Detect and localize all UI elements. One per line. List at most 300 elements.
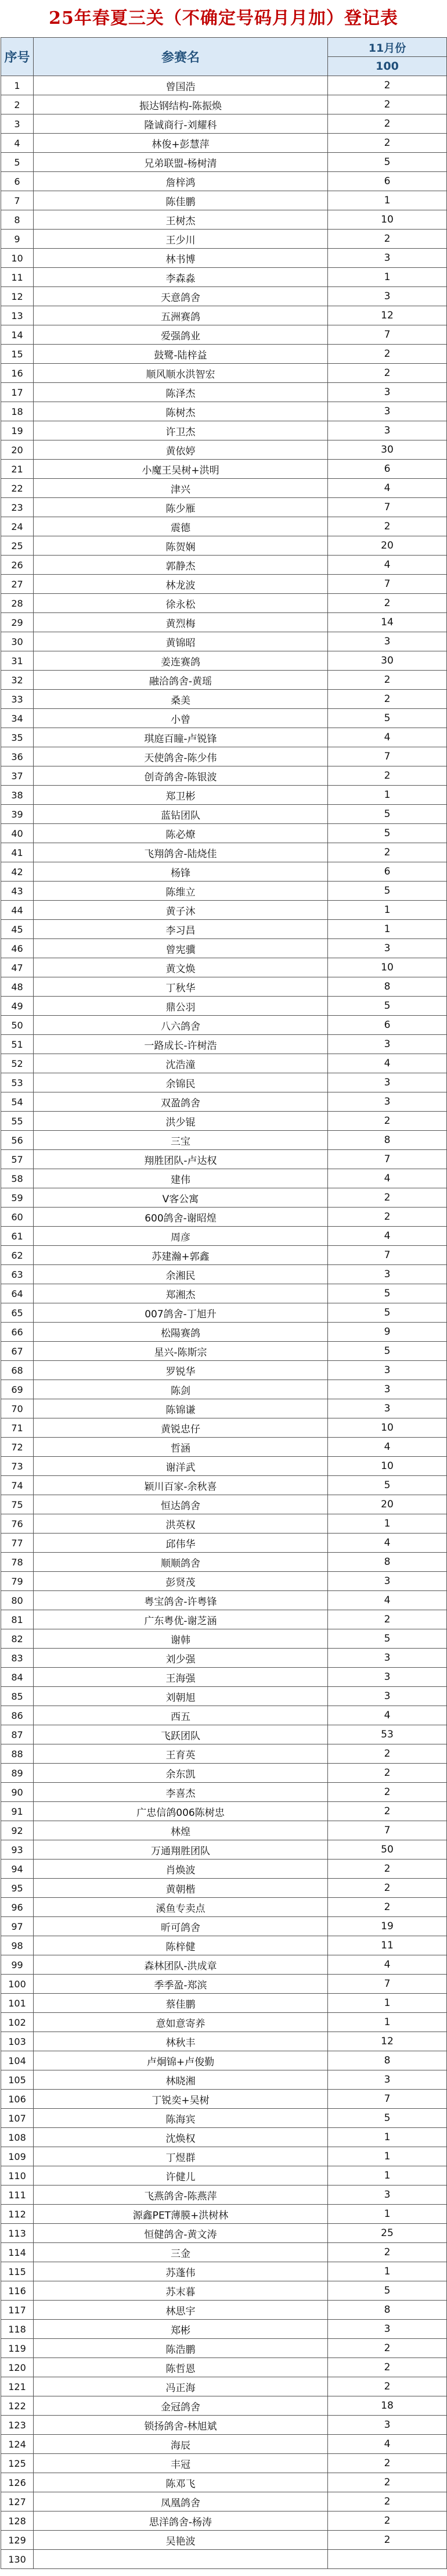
header-month: 11月份 bbox=[328, 38, 447, 57]
row-name: 桑美 bbox=[34, 690, 328, 709]
table-row bbox=[1, 210, 447, 230]
table-row bbox=[1, 230, 447, 249]
table-row bbox=[1, 1016, 447, 1035]
row-name: 意如意寄养 bbox=[34, 2013, 328, 2032]
row-count: 14 bbox=[328, 613, 447, 632]
row-count: 10 bbox=[328, 958, 447, 977]
table-row bbox=[1, 287, 447, 306]
row-name: 黄锦昭 bbox=[34, 632, 328, 651]
row-name: 林俊+彭慧萍 bbox=[34, 134, 328, 153]
table-row bbox=[1, 939, 447, 958]
row-count: 7 bbox=[328, 1975, 447, 1994]
row-count: 2 bbox=[328, 2492, 447, 2511]
row-seq: 15 bbox=[1, 345, 34, 364]
table-row bbox=[1, 1054, 447, 1073]
table-row bbox=[1, 977, 447, 997]
row-name: 三宝 bbox=[34, 1131, 328, 1150]
row-seq: 23 bbox=[1, 498, 34, 517]
row-name: 隆诚商行-刘耀科 bbox=[34, 114, 328, 134]
row-name: 洪英权 bbox=[34, 1514, 328, 1534]
row-seq: 47 bbox=[1, 958, 34, 977]
row-count: 4 bbox=[328, 728, 447, 747]
row-seq: 20 bbox=[1, 440, 34, 460]
row-seq: 35 bbox=[1, 728, 34, 747]
row-name: 詹梓鸿 bbox=[34, 172, 328, 191]
row-count: 1 bbox=[328, 1994, 447, 2013]
table-row bbox=[1, 76, 447, 95]
row-count: 4 bbox=[328, 2435, 447, 2454]
row-seq: 100 bbox=[1, 1975, 34, 1994]
row-name: 刘朝旭 bbox=[34, 1687, 328, 1706]
table-row bbox=[1, 1802, 447, 1821]
row-count: 1 bbox=[328, 786, 447, 805]
row-count: 18 bbox=[328, 2396, 447, 2416]
table-row bbox=[1, 1399, 447, 1418]
row-seq: 9 bbox=[1, 230, 34, 249]
row-name: 粤宝鸽舍-许粤锋 bbox=[34, 1591, 328, 1610]
table-row bbox=[1, 1476, 447, 1495]
row-name: 震德 bbox=[34, 517, 328, 536]
row-count: 3 bbox=[328, 1572, 447, 1591]
row-count: 4 bbox=[328, 1169, 447, 1188]
row-name: 黄文焕 bbox=[34, 958, 328, 977]
row-seq: 22 bbox=[1, 479, 34, 498]
row-name: 曾宪骥 bbox=[34, 939, 328, 958]
row-name: 曾国浩 bbox=[34, 76, 328, 95]
row-count: 2 bbox=[328, 1744, 447, 1764]
table-row bbox=[1, 1821, 447, 1840]
row-seq: 24 bbox=[1, 517, 34, 536]
row-seq: 32 bbox=[1, 671, 34, 690]
table-row bbox=[1, 345, 447, 364]
row-name: 陈维立 bbox=[34, 882, 328, 901]
row-seq: 19 bbox=[1, 421, 34, 440]
row-name: 陈哲恩 bbox=[34, 2358, 328, 2377]
row-name: 林煌 bbox=[34, 1821, 328, 1840]
row-count: 5 bbox=[328, 882, 447, 901]
row-seq: 73 bbox=[1, 1457, 34, 1476]
table-row bbox=[1, 1208, 447, 1227]
row-name: 双盈鸽舍 bbox=[34, 1092, 328, 1112]
row-count: 4 bbox=[328, 1054, 447, 1073]
table-row bbox=[1, 95, 447, 114]
row-seq: 85 bbox=[1, 1687, 34, 1706]
row-name: 黄锐忠仔 bbox=[34, 1418, 328, 1438]
table-row bbox=[1, 440, 447, 460]
table-row bbox=[1, 671, 447, 690]
table-row bbox=[1, 1227, 447, 1246]
table-row bbox=[1, 479, 447, 498]
row-seq: 66 bbox=[1, 1323, 34, 1342]
row-count: 3 bbox=[328, 2416, 447, 2435]
row-name: 松陽赛鸽 bbox=[34, 1323, 328, 1342]
row-seq: 108 bbox=[1, 2128, 34, 2147]
row-seq: 115 bbox=[1, 2262, 34, 2281]
row-seq: 2 bbox=[1, 95, 34, 114]
table-row bbox=[1, 2262, 447, 2281]
row-name: 罗锐华 bbox=[34, 1361, 328, 1380]
row-name: 王海强 bbox=[34, 1668, 328, 1687]
table-row bbox=[1, 1668, 447, 1687]
row-seq: 130 bbox=[1, 2550, 34, 2569]
row-name: 蔡佳鹏 bbox=[34, 1994, 328, 2013]
row-name: 翔胜团队-卢达权 bbox=[34, 1150, 328, 1169]
row-name: 季季盈-郑滨 bbox=[34, 1975, 328, 1994]
row-name: 郭静杰 bbox=[34, 556, 328, 575]
row-name: 飞翔鸽舍-陆烧佳 bbox=[34, 843, 328, 862]
row-count: 3 bbox=[328, 1092, 447, 1112]
table-row bbox=[1, 1591, 447, 1610]
row-seq: 46 bbox=[1, 939, 34, 958]
row-seq: 119 bbox=[1, 2339, 34, 2358]
row-seq: 106 bbox=[1, 2090, 34, 2109]
table-row bbox=[1, 2186, 447, 2205]
row-seq: 26 bbox=[1, 556, 34, 575]
row-seq: 29 bbox=[1, 613, 34, 632]
table-row bbox=[1, 1840, 447, 1860]
row-count: 19 bbox=[328, 1917, 447, 1936]
row-seq: 79 bbox=[1, 1572, 34, 1591]
table-row bbox=[1, 1917, 447, 1936]
row-seq: 33 bbox=[1, 690, 34, 709]
row-seq: 31 bbox=[1, 651, 34, 671]
row-count: 2 bbox=[328, 2473, 447, 2492]
row-count: 2 bbox=[328, 364, 447, 383]
row-count: 7 bbox=[328, 1246, 447, 1265]
row-count: 30 bbox=[328, 440, 447, 460]
row-count: 30 bbox=[328, 651, 447, 671]
row-count: 2 bbox=[328, 1112, 447, 1131]
table-row bbox=[1, 613, 447, 632]
row-count: 2 bbox=[328, 2339, 447, 2358]
row-count: 5 bbox=[328, 1303, 447, 1323]
row-seq: 52 bbox=[1, 1054, 34, 1073]
row-count: 4 bbox=[328, 1438, 447, 1457]
table-row bbox=[1, 632, 447, 651]
table-row bbox=[1, 1936, 447, 1955]
table-row bbox=[1, 2492, 447, 2511]
row-name: 陈佳鹏 bbox=[34, 191, 328, 210]
table-row bbox=[1, 786, 447, 805]
row-name: 天使鸽舍-陈少伟 bbox=[34, 747, 328, 766]
row-name bbox=[34, 2550, 328, 2569]
table-row bbox=[1, 1975, 447, 1994]
row-name: 林龙波 bbox=[34, 575, 328, 594]
row-seq: 37 bbox=[1, 766, 34, 786]
row-count: 2 bbox=[328, 690, 447, 709]
row-count: 2 bbox=[328, 1783, 447, 1802]
row-seq: 77 bbox=[1, 1534, 34, 1553]
row-name: 余湘民 bbox=[34, 1265, 328, 1284]
row-count: 3 bbox=[328, 1380, 447, 1399]
row-seq: 78 bbox=[1, 1553, 34, 1572]
row-count: 4 bbox=[328, 1955, 447, 1975]
row-count: 1 bbox=[328, 2166, 447, 2186]
row-name: 小魔王吴树+洪明 bbox=[34, 460, 328, 479]
table-row bbox=[1, 191, 447, 210]
row-seq: 122 bbox=[1, 2396, 34, 2416]
table-row bbox=[1, 1035, 447, 1054]
table-row bbox=[1, 2281, 447, 2301]
table-row bbox=[1, 882, 447, 901]
table-row bbox=[1, 1898, 447, 1917]
row-seq: 58 bbox=[1, 1169, 34, 1188]
row-count: 2 bbox=[328, 2454, 447, 2473]
table-row bbox=[1, 402, 447, 421]
row-name: 琪庭百瞳-卢锐锋 bbox=[34, 728, 328, 747]
row-seq: 113 bbox=[1, 2224, 34, 2243]
row-seq: 75 bbox=[1, 1495, 34, 1514]
row-seq: 120 bbox=[1, 2358, 34, 2377]
row-count: 5 bbox=[328, 824, 447, 843]
table-row bbox=[1, 901, 447, 920]
table-row bbox=[1, 172, 447, 191]
table-row bbox=[1, 556, 447, 575]
table-row bbox=[1, 805, 447, 824]
row-seq: 36 bbox=[1, 747, 34, 766]
row-seq: 48 bbox=[1, 977, 34, 997]
table-row bbox=[1, 1706, 447, 1725]
row-name: 陈邓飞 bbox=[34, 2473, 328, 2492]
row-name: 恒健鸽舍-黄文涛 bbox=[34, 2224, 328, 2243]
row-name: 万通翔胜团队 bbox=[34, 1840, 328, 1860]
row-count: 2 bbox=[328, 1208, 447, 1227]
table-row bbox=[1, 2454, 447, 2473]
row-name: 许卫杰 bbox=[34, 421, 328, 440]
table-row bbox=[1, 1764, 447, 1783]
row-count: 3 bbox=[328, 1361, 447, 1380]
row-count: 7 bbox=[328, 1150, 447, 1169]
row-seq: 94 bbox=[1, 1860, 34, 1879]
row-seq: 70 bbox=[1, 1399, 34, 1418]
row-name: 600鸽舍-谢昭煌 bbox=[34, 1208, 328, 1227]
row-seq: 99 bbox=[1, 1955, 34, 1975]
row-count: 1 bbox=[328, 2205, 447, 2224]
row-count: 6 bbox=[328, 172, 447, 191]
row-seq: 54 bbox=[1, 1092, 34, 1112]
row-seq: 111 bbox=[1, 2186, 34, 2205]
row-name: 海辰 bbox=[34, 2435, 328, 2454]
row-name: 兄弟联盟-杨树清 bbox=[34, 153, 328, 172]
table-row bbox=[1, 2339, 447, 2358]
row-name: 鼓鹭-陆梓益 bbox=[34, 345, 328, 364]
row-seq: 60 bbox=[1, 1208, 34, 1227]
row-seq: 4 bbox=[1, 134, 34, 153]
row-seq: 25 bbox=[1, 536, 34, 556]
table-row bbox=[1, 2051, 447, 2070]
table-row bbox=[1, 1150, 447, 1169]
row-seq: 105 bbox=[1, 2070, 34, 2090]
row-count: 3 bbox=[328, 632, 447, 651]
row-name: 融洽鸽舍-黄瑶 bbox=[34, 671, 328, 690]
table-row bbox=[1, 268, 447, 287]
table-row bbox=[1, 958, 447, 977]
row-seq: 8 bbox=[1, 210, 34, 230]
table-row bbox=[1, 1380, 447, 1399]
row-seq: 96 bbox=[1, 1898, 34, 1917]
row-name: 卢炯锦+卢俊勤 bbox=[34, 2051, 328, 2070]
row-seq: 93 bbox=[1, 1840, 34, 1860]
row-count: 1 bbox=[328, 2013, 447, 2032]
table-row bbox=[1, 747, 447, 766]
row-name: 顺顺鸽舍 bbox=[34, 1553, 328, 1572]
table-row bbox=[1, 1572, 447, 1591]
table-row bbox=[1, 2416, 447, 2435]
row-seq: 129 bbox=[1, 2531, 34, 2550]
table-body bbox=[1, 76, 447, 2569]
row-count: 1 bbox=[328, 920, 447, 939]
table-row bbox=[1, 594, 447, 613]
row-seq: 83 bbox=[1, 1649, 34, 1668]
table-row bbox=[1, 421, 447, 440]
table-row bbox=[1, 536, 447, 556]
row-name: 建伟 bbox=[34, 1169, 328, 1188]
row-seq: 40 bbox=[1, 824, 34, 843]
row-name: 郑彬 bbox=[34, 2320, 328, 2339]
table-row bbox=[1, 2090, 447, 2109]
row-count: 20 bbox=[328, 1495, 447, 1514]
row-seq: 76 bbox=[1, 1514, 34, 1534]
row-count: 2 bbox=[328, 1879, 447, 1898]
header-name: 参赛名 bbox=[34, 38, 328, 76]
table-row bbox=[1, 2205, 447, 2224]
row-seq: 6 bbox=[1, 172, 34, 191]
row-count: 3 bbox=[328, 383, 447, 402]
row-count: 2 bbox=[328, 843, 447, 862]
row-seq: 103 bbox=[1, 2032, 34, 2051]
table-row bbox=[1, 1073, 447, 1092]
row-count: 2 bbox=[328, 1610, 447, 1629]
row-seq: 102 bbox=[1, 2013, 34, 2032]
row-name: 丁秋华 bbox=[34, 977, 328, 997]
row-name: 星兴-陈斯宗 bbox=[34, 1342, 328, 1361]
row-seq: 91 bbox=[1, 1802, 34, 1821]
row-seq: 128 bbox=[1, 2511, 34, 2531]
row-count: 5 bbox=[328, 1342, 447, 1361]
table-row bbox=[1, 2435, 447, 2454]
row-name: 金冠鸽舍 bbox=[34, 2396, 328, 2416]
table-row bbox=[1, 1744, 447, 1764]
row-seq: 45 bbox=[1, 920, 34, 939]
sheet-title: 25年春夏三关（不确定号码月月加）登记表 bbox=[49, 8, 398, 28]
row-count: 20 bbox=[328, 536, 447, 556]
row-count: 3 bbox=[328, 249, 447, 268]
row-seq: 7 bbox=[1, 191, 34, 210]
row-seq: 125 bbox=[1, 2454, 34, 2473]
row-count: 5 bbox=[328, 153, 447, 172]
row-seq: 13 bbox=[1, 306, 34, 325]
row-count: 3 bbox=[328, 2320, 447, 2339]
row-name: 郑卫彬 bbox=[34, 786, 328, 805]
row-seq: 89 bbox=[1, 1764, 34, 1783]
row-count: 5 bbox=[328, 2281, 447, 2301]
row-count: 2 bbox=[328, 766, 447, 786]
row-seq: 55 bbox=[1, 1112, 34, 1131]
row-count: 2 bbox=[328, 76, 447, 95]
row-name: 王少川 bbox=[34, 230, 328, 249]
row-seq: 104 bbox=[1, 2051, 34, 2070]
row-count: 3 bbox=[328, 1035, 447, 1054]
table-row bbox=[1, 1092, 447, 1112]
table-row bbox=[1, 2013, 447, 2032]
row-count: 3 bbox=[328, 2186, 447, 2205]
table-row bbox=[1, 1495, 447, 1514]
row-count: 6 bbox=[328, 1016, 447, 1035]
row-name: 冯正海 bbox=[34, 2377, 328, 2396]
row-count: 11 bbox=[328, 1936, 447, 1955]
row-seq: 62 bbox=[1, 1246, 34, 1265]
table-row bbox=[1, 2396, 447, 2416]
row-seq: 10 bbox=[1, 249, 34, 268]
row-count: 8 bbox=[328, 1553, 447, 1572]
row-count: 2 bbox=[328, 345, 447, 364]
row-seq: 30 bbox=[1, 632, 34, 651]
row-name: 鼎公羽 bbox=[34, 997, 328, 1016]
row-count: 9 bbox=[328, 1323, 447, 1342]
row-name: 苏建瀚+郭鑫 bbox=[34, 1246, 328, 1265]
table-row bbox=[1, 1284, 447, 1303]
row-count: 2 bbox=[328, 2243, 447, 2262]
row-count: 2 bbox=[328, 517, 447, 536]
row-name: 谢韩 bbox=[34, 1629, 328, 1649]
row-count: 2 bbox=[328, 1898, 447, 1917]
row-count: 3 bbox=[328, 1073, 447, 1092]
row-count: 8 bbox=[328, 1131, 447, 1150]
row-count: 7 bbox=[328, 747, 447, 766]
table-row bbox=[1, 2377, 447, 2396]
table-row bbox=[1, 1188, 447, 1208]
row-name: 哲涵 bbox=[34, 1438, 328, 1457]
table-row bbox=[1, 1994, 447, 2013]
row-name: 黄朝楷 bbox=[34, 1879, 328, 1898]
row-name: 陈锦谦 bbox=[34, 1399, 328, 1418]
table-row bbox=[1, 2147, 447, 2166]
row-name: 林晓湘 bbox=[34, 2070, 328, 2090]
row-name: 苏末暮 bbox=[34, 2281, 328, 2301]
row-name: 丰冠 bbox=[34, 2454, 328, 2473]
row-count: 1 bbox=[328, 2128, 447, 2147]
row-name: 洪少锟 bbox=[34, 1112, 328, 1131]
table-row bbox=[1, 690, 447, 709]
row-seq: 17 bbox=[1, 383, 34, 402]
row-count: 3 bbox=[328, 1668, 447, 1687]
row-name: 飞跃团队 bbox=[34, 1725, 328, 1744]
table-row bbox=[1, 153, 447, 172]
table-row bbox=[1, 2550, 447, 2569]
row-count: 7 bbox=[328, 325, 447, 345]
row-name: 陈梓健 bbox=[34, 1936, 328, 1955]
row-seq: 114 bbox=[1, 2243, 34, 2262]
row-seq: 81 bbox=[1, 1610, 34, 1629]
table-row bbox=[1, 1725, 447, 1744]
row-seq: 42 bbox=[1, 862, 34, 882]
row-name: 黄依婷 bbox=[34, 440, 328, 460]
row-name: 陈少雁 bbox=[34, 498, 328, 517]
row-name: 林秋丰 bbox=[34, 2032, 328, 2051]
row-name: 昕可鸽舍 bbox=[34, 1917, 328, 1936]
row-name: 陈浩鹏 bbox=[34, 2339, 328, 2358]
row-name: 谢洋武 bbox=[34, 1457, 328, 1476]
row-count: 5 bbox=[328, 2109, 447, 2128]
row-seq: 92 bbox=[1, 1821, 34, 1840]
row-seq: 74 bbox=[1, 1476, 34, 1495]
row-seq: 65 bbox=[1, 1303, 34, 1323]
row-seq: 84 bbox=[1, 1668, 34, 1687]
row-seq: 126 bbox=[1, 2473, 34, 2492]
row-seq: 34 bbox=[1, 709, 34, 728]
row-seq: 14 bbox=[1, 325, 34, 345]
row-name: 广东粤优-谢芝涵 bbox=[34, 1610, 328, 1629]
